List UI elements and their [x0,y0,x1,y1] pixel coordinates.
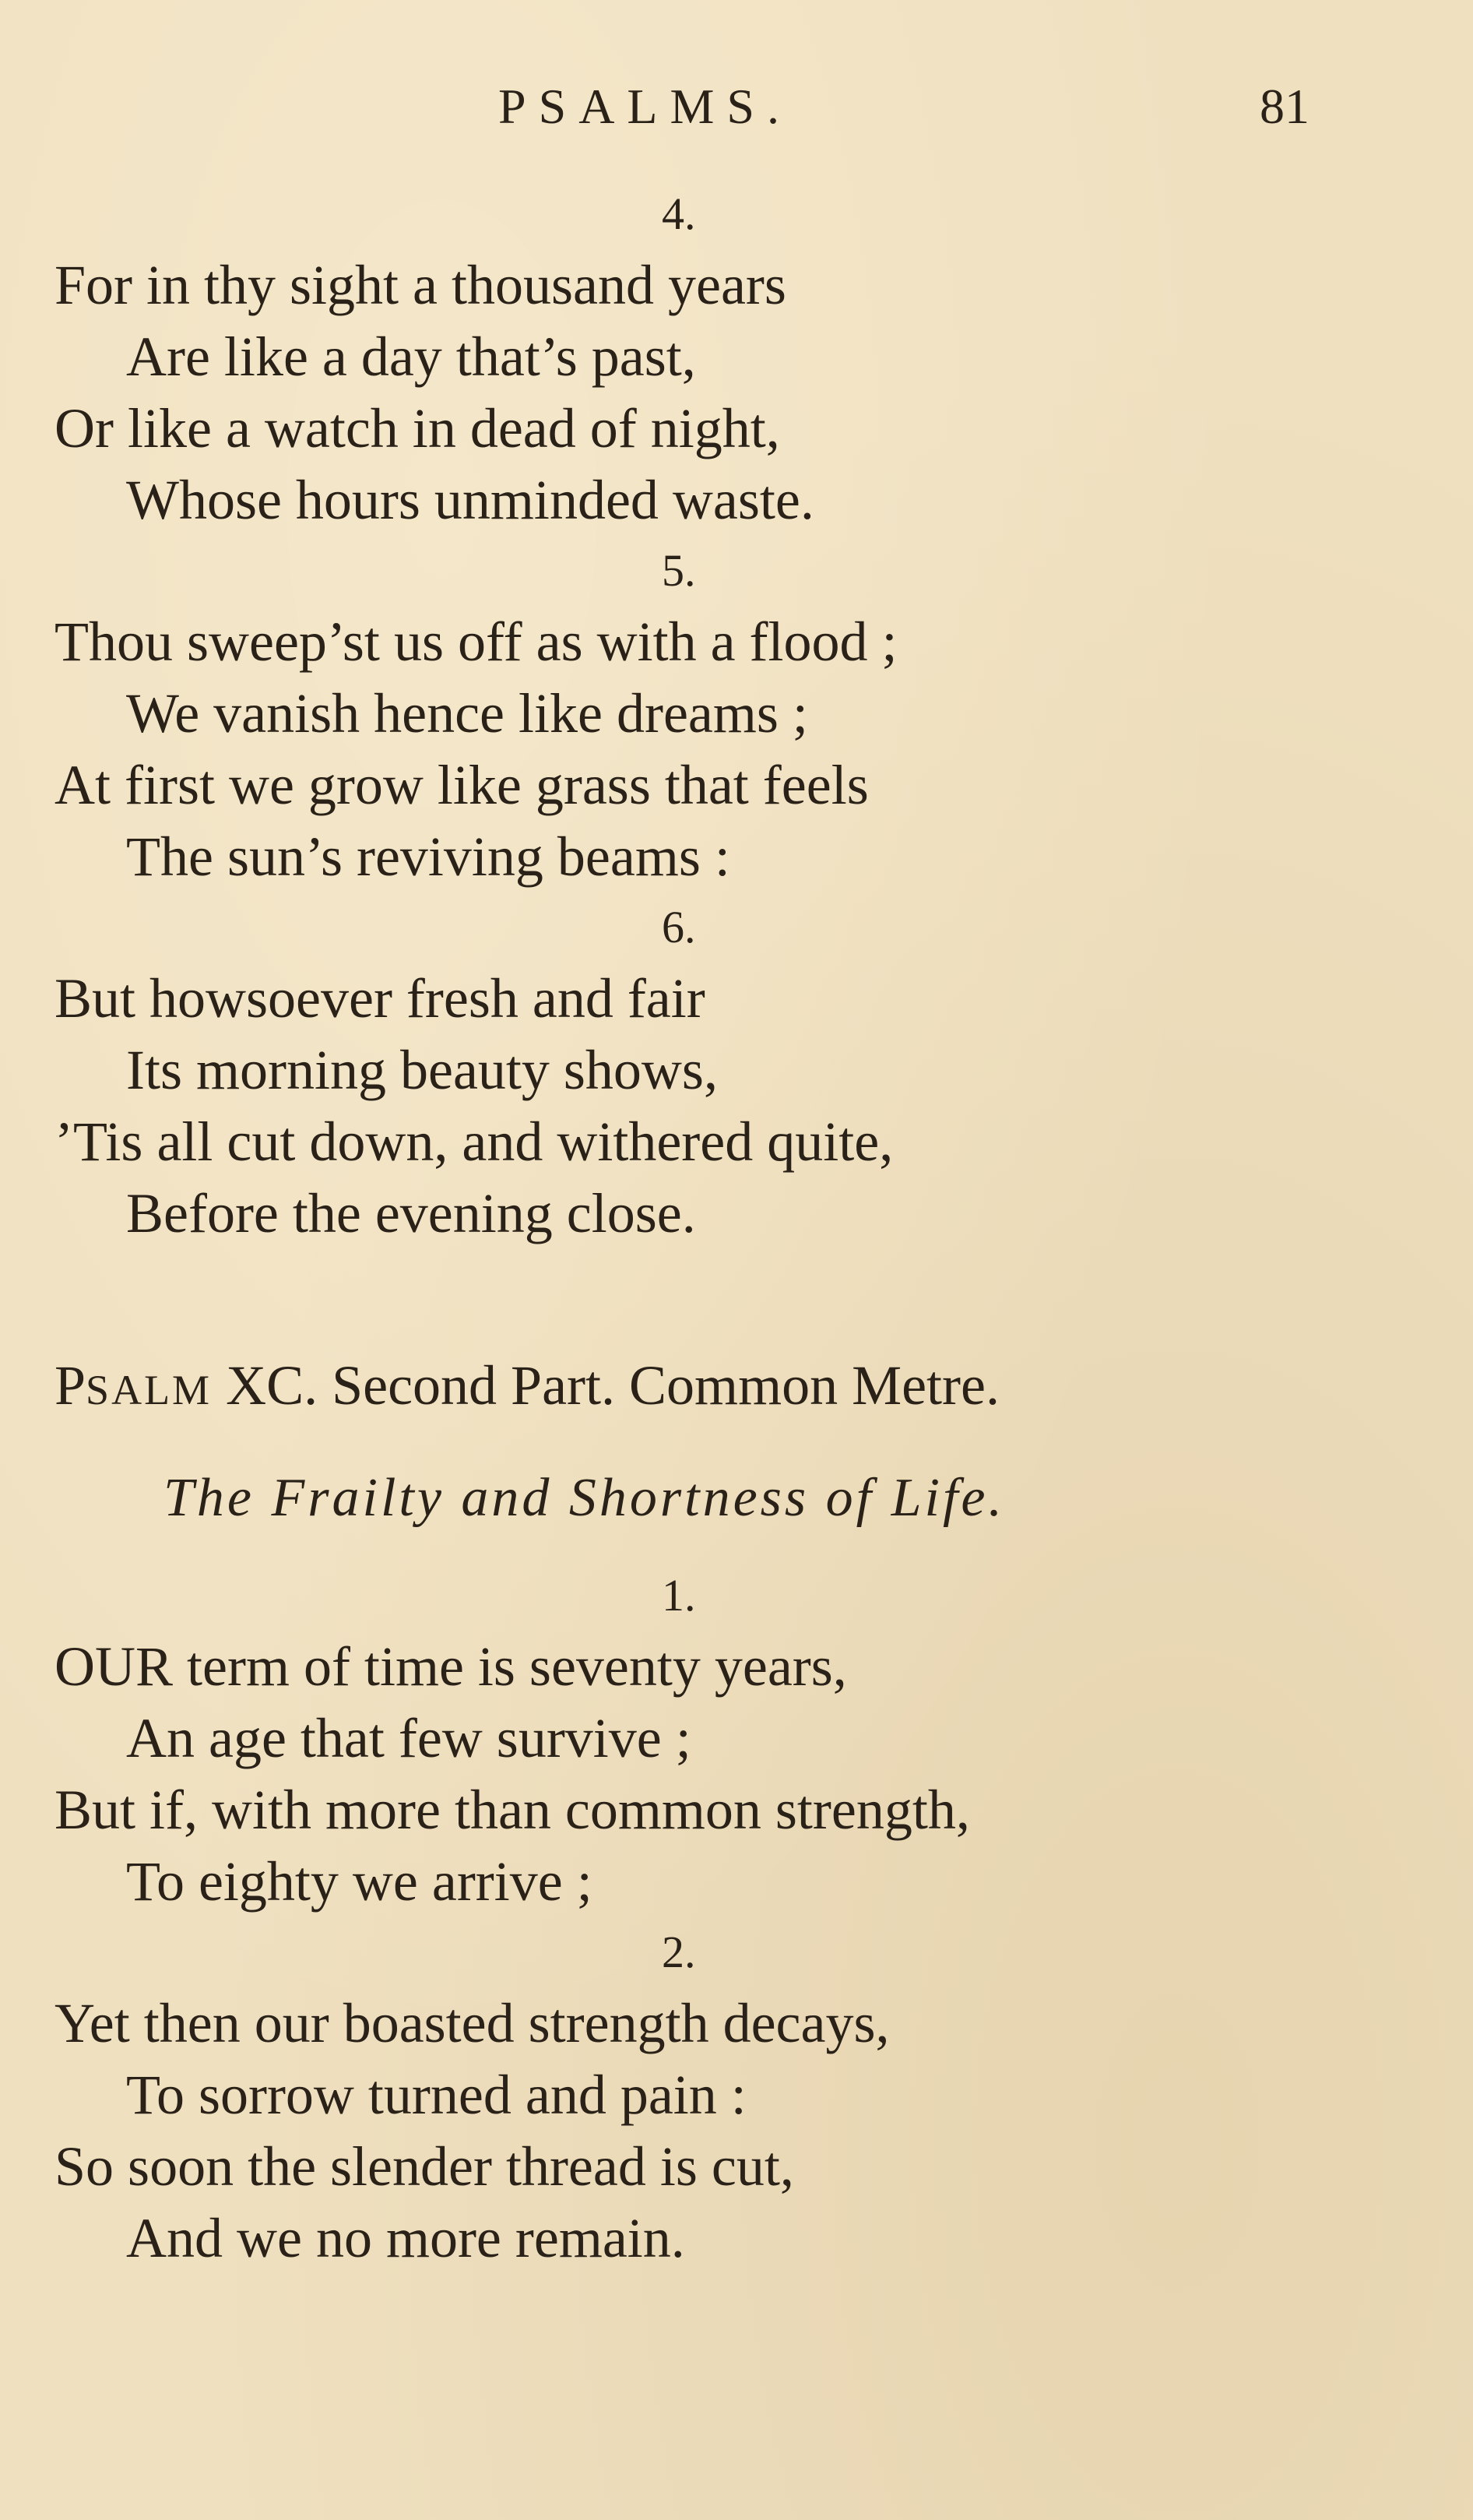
verse-line: But howsoever fresh and fair [54,967,705,1029]
running-title: PSALMS. [498,79,792,134]
psalm-heading [54,1343,1425,1428]
psalm-heading-rest: XC. Second Part. Common Metre. [212,1354,1000,1417]
verse-line: Its morning beauty shows, [126,1039,718,1101]
page-number: 81 [1260,79,1310,134]
stanza [54,1561,1425,1917]
verse-line: Thou sweep’st us off as with a flood ; [54,611,898,673]
verse-line: Whose hours unminded waste. [126,469,814,531]
verse-line: So soon the slender thread is cut, [54,2135,794,2198]
verse-line: Are like a day that’s past, [126,326,696,388]
verse-line: OUR term of time is seventy years, [54,1635,847,1698]
stanza-number: 5. [662,545,696,596]
verse-line: For in thy sight a thousand years [54,254,786,316]
stanza [54,536,1425,892]
verse-line: But if, with more than common strength, [54,1779,970,1841]
stanza-number: 4. [662,188,696,239]
section-spacer [54,1428,1425,1444]
stanza [54,892,1425,1249]
verse-line: Before the evening close. [126,1182,696,1244]
section-spacer [54,1249,1425,1343]
verse-line: ’Tis all cut down, and withered quite, [54,1110,894,1173]
running-head [0,78,1473,140]
verse-line: At first we grow like grass that feels [54,754,869,816]
stanza [54,1917,1425,2274]
verse-line: Yet then our boasted strength decays, [54,1992,890,2054]
verse-line: An age that few survive ; [126,1707,691,1769]
psalm-heading-smallcaps: SALM [86,1367,213,1413]
verse-line: The sun’s reviving beams : [126,825,730,888]
stanza-number: 6. [662,902,696,952]
stanza [54,179,1425,536]
verse-line: Or like a watch in dead of night, [54,397,780,459]
verse-line: To eighty we arrive ; [126,1850,592,1913]
psalm-subtitle: The Frailty and Shortness of Life. [163,1468,1005,1528]
stanza-number: 1. [662,1570,696,1621]
verse-line: And we no more remain. [126,2207,685,2269]
body-text [54,179,1425,2274]
stanza-number: 2. [662,1927,696,1977]
verse-line: To sorrow turned and pain : [126,2064,747,2126]
psalm-heading-initial: P [54,1354,86,1417]
verse-line: We vanish hence like dreams ; [126,682,808,744]
